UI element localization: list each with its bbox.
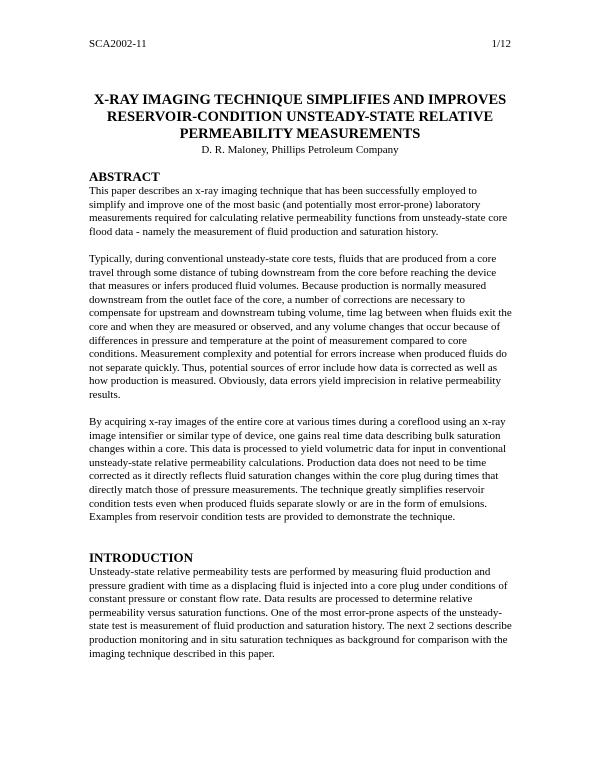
introduction-heading: INTRODUCTION: [89, 550, 194, 565]
abstract-paragraph-1: This paper describes an x-ray imaging technique that has been successfully employed to simplify and improve one of the most basic (and potentially most error-prone) laboratory measurements required for calculating relative permeability functions from unsteady-state core flood data - namely the measurement of fluid production and saturation history.: [89, 185, 508, 238]
abstract-paragraph-2: Typically, during conventional unsteady-state core tests, fluids that are produced from a core travel through some distance of tubing downstream from the core before reaching the device that measures or infers produced fluid volumes. Because production is normally measured downstream from the outlet face of the core, a number of corrections are necessary to compensate for upstream and downstream tubing volume, time lag between when fluids exit the core and when they are measured or observed, and any volume changes that occur because of differences in pressure and temperature at the point of measurement compared to core conditions. Measurement complexity and potential for errors increase when produced fluids do not separate quickly. Thus, potential sources of error include how data is corrected as well as how production is measured. Obviously, data errors yield imprecision in relative permeability results.: [89, 252, 512, 401]
abstract-section: [89, 169, 515, 538]
abstract-paragraph-3: By acquiring x-ray images of the entire core at various times during a coreflood using an x-ray image intensifier or similar type of device, one gains real time data describing bulk saturation changes within a core. This data is processed to yield volumetric data for input in conventional unsteady-state relative permeability calculations. Production data does not need to be time corrected as it directly reflects fluid saturation changes within the core plug during times that directly match those of pressure measurements. The technique greatly simplifies reservoir condition tests even when produced fluids separate slowly or are in the form of emulsions. Examples from reservoir condition tests are provided to demonstrate the technique.: [89, 416, 507, 524]
paper-title: X-RAY IMAGING TECHNIQUE SIMPLIFIES AND IMPROVES RESERVOIR-CONDITION UNSTEADY-STATE RELATIVE PERMEABILITY MEASUREMENTS: [93, 92, 507, 142]
introduction-section: [89, 550, 515, 675]
paper-authors: D. R. Maloney, Phillips Petroleum Company: [201, 144, 399, 156]
introduction-paragraph-1: Unsteady-state relative permeability tests are performed by measuring fluid production and pressure gradient with time as a displacing fluid is injected into a core plug under conditions of constant pressure or constant flow rate. Data results are processed to determine relative permeability versus saturation functions. One of the most error-prone aspects of the unsteady-state test is measurement of fluid production and saturation history. The next 2 sections describe production monitoring and in situ saturation techniques as background for comparison with the imaging technique described in this paper.: [89, 566, 512, 660]
page-number: 1/12: [491, 38, 511, 50]
document-id: SCA2002-11: [89, 38, 147, 50]
abstract-heading: ABSTRACT: [89, 169, 160, 184]
